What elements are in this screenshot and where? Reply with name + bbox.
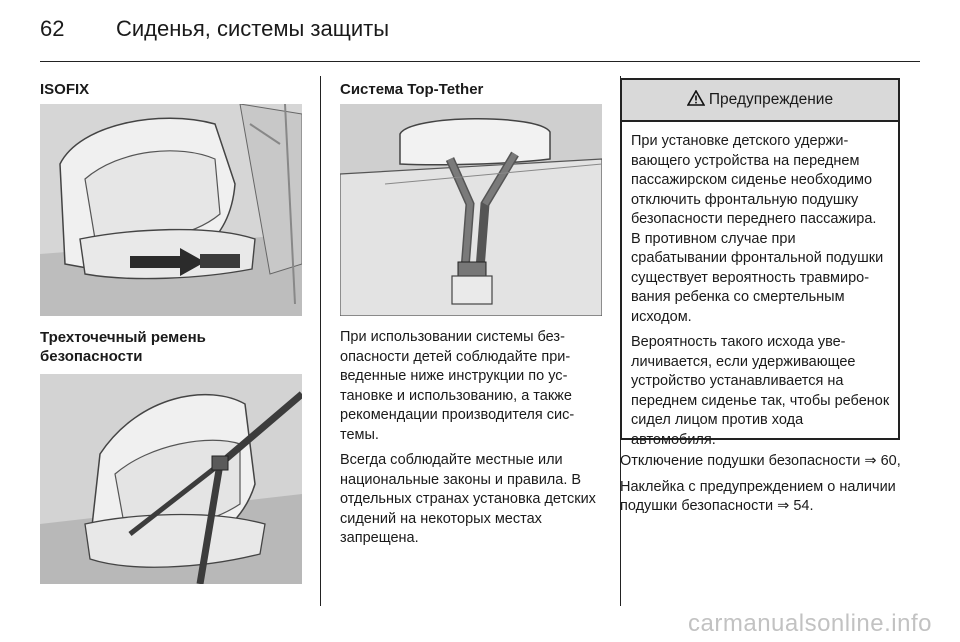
airbag-deactivation-reference (620, 452, 910, 472)
page-reference-arrow-icon: ⇒ (864, 453, 877, 469)
page-number: 62 (40, 16, 65, 41)
reference-text: Наклейка с предупреждением о наличии подушки безопасности (620, 478, 896, 514)
reference-page: 54. (793, 498, 814, 514)
warning-body (622, 122, 898, 450)
airbag-references (620, 452, 910, 517)
top-tether-heading: Система Top-Tether (340, 81, 484, 98)
warning-title: Предупреждение (708, 91, 834, 108)
three-point-belt-heading: Трехточечный ремень безопасности (40, 329, 206, 365)
page-header (40, 16, 389, 42)
watermark: carmanualsonline.info (688, 610, 932, 637)
isofix-seat-illustration (40, 104, 302, 316)
warning-paragraph-2: Вероятность такого исхода увеличивается, если удерживающее устройство устанавливается на переднем сиденье так, чтобы ребенок сидел лицом против хода автомобиля. (631, 334, 890, 448)
reference-text: Отключение подушки безопасности (620, 453, 861, 469)
header-rule (40, 61, 920, 62)
instructions-paragraph: При использовании системы безопасности детей соблюдайте приведенные ниже инструкции по установке и использованию, а также рекомендации производителя системы. (340, 329, 575, 443)
warning-box (620, 78, 900, 448)
page-reference-arrow-icon: ⇒ (777, 498, 790, 514)
warning-paragraph-1: При установке детского удерживающего устройства на переднем пассажирском сиденье необходимо отключить фронтальную подушку безопасности переднего пассажира. В противном случае при срабатывании фронтальной подушки существует вероятность травмирования ребенка со смертельным исходом. (631, 133, 884, 325)
top-tether-illustration (340, 104, 602, 316)
three-point-belt-seat-illustration (40, 374, 302, 584)
airbag-label-reference (620, 478, 910, 517)
legal-paragraph: Всегда соблюдайте местные или национальные законы и правила. В отдельных странах установка детских сидений на некоторых местах запрещена. (340, 452, 596, 546)
isofix-heading: ISOFIX (40, 81, 90, 98)
warning-triangle-icon (687, 90, 705, 111)
top-tether-instructions (340, 328, 602, 549)
warning-title-bar (622, 80, 898, 122)
reference-page: 60, (880, 453, 901, 469)
page-title: Сиденья, системы защиты (116, 16, 390, 41)
column-divider-left (320, 76, 321, 606)
